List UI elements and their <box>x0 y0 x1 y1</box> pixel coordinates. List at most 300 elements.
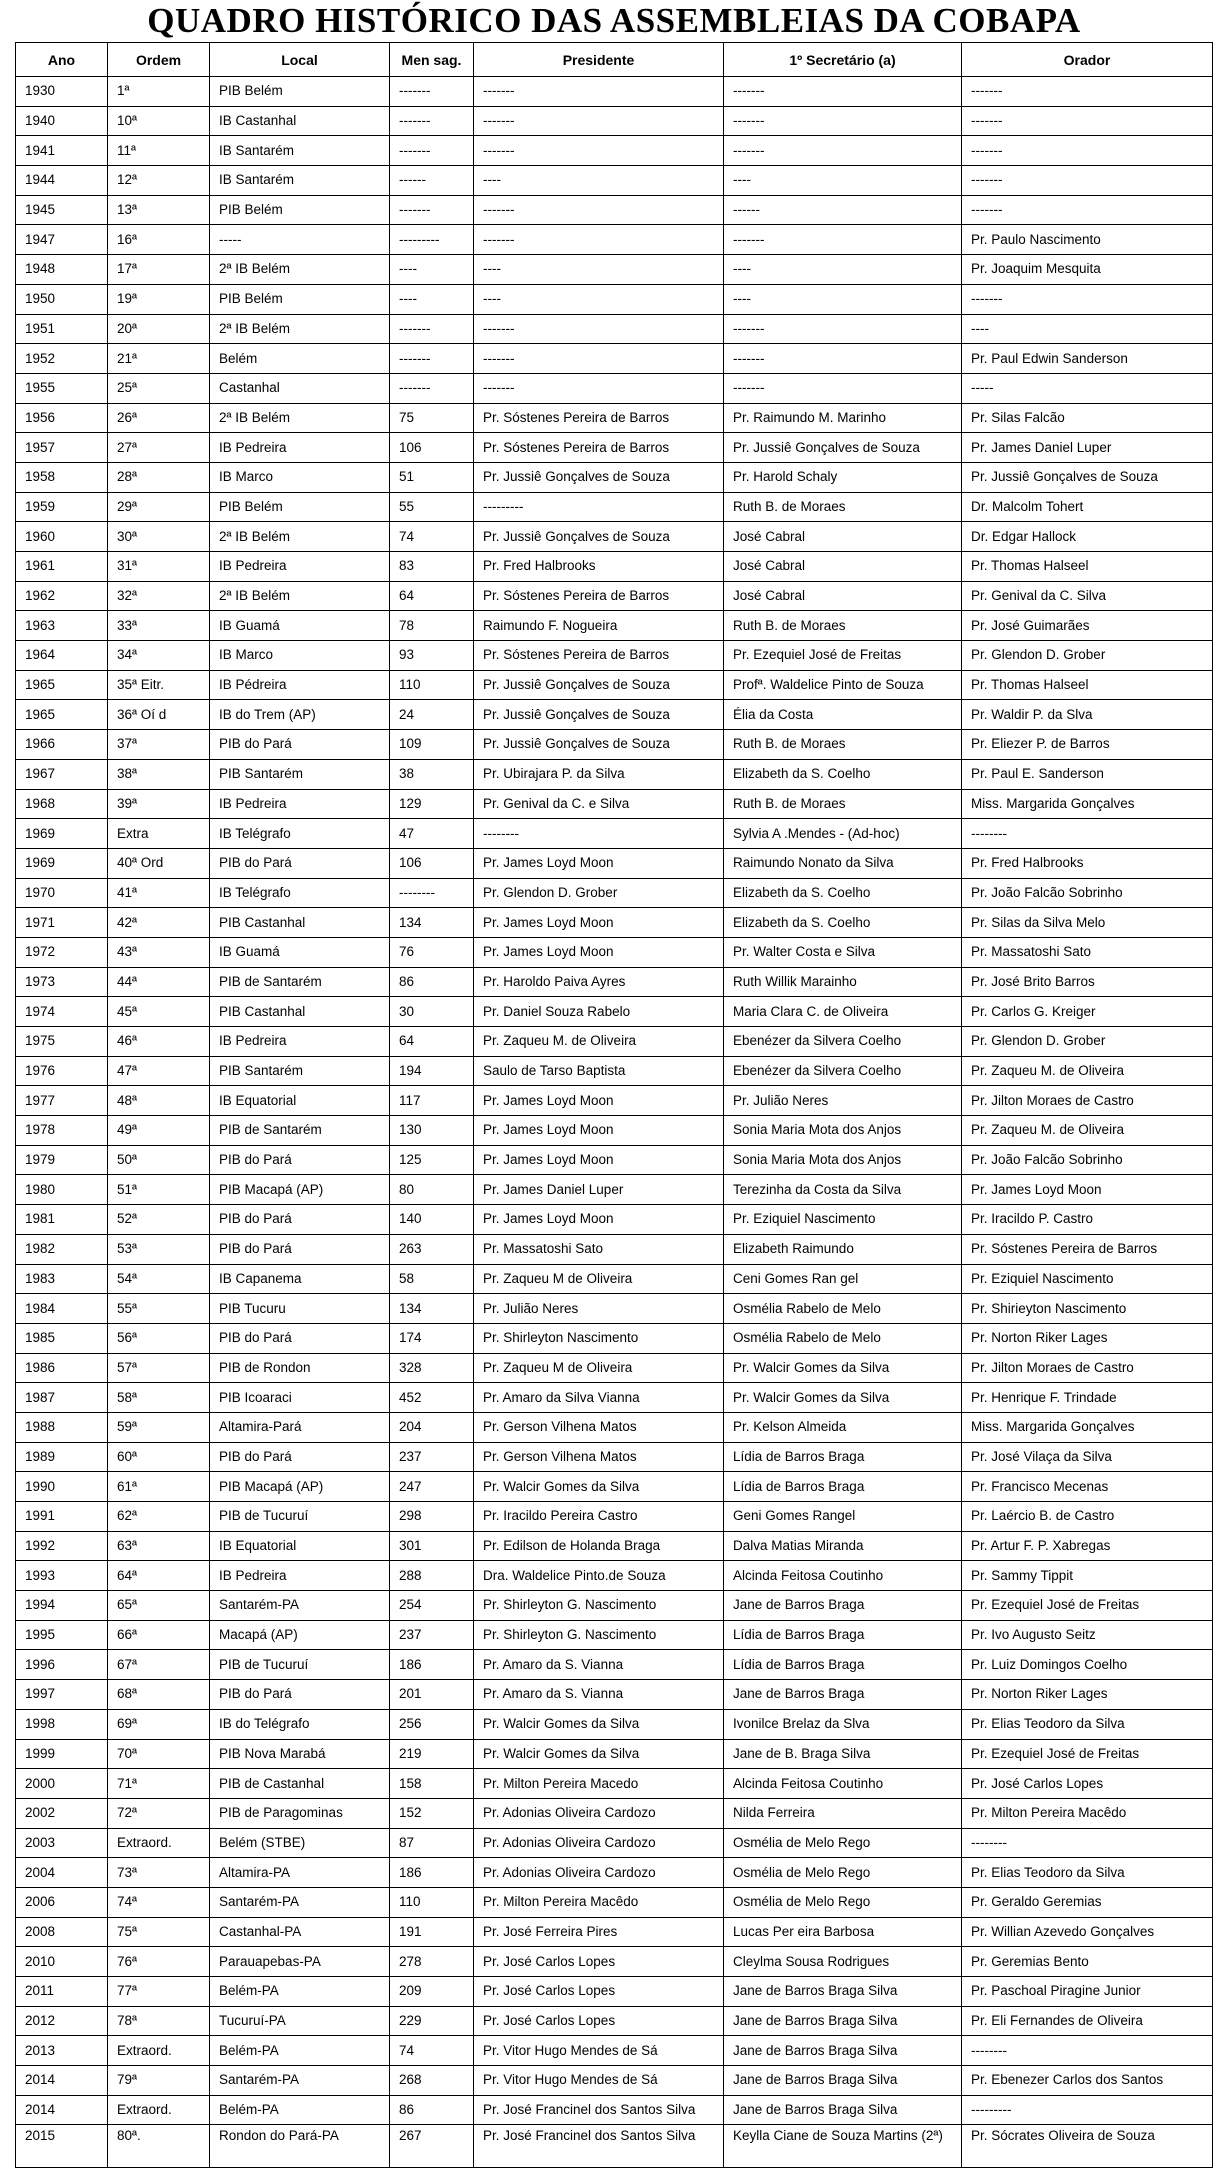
cell-mensageiros: --------- <box>390 225 474 255</box>
cell-ordem: 39ª <box>108 789 210 819</box>
cell-secretario: ------- <box>724 373 962 403</box>
cell-presidente: Pr. Shirleyton G. Nascimento <box>474 1591 724 1621</box>
cell-orador: Pr. Massatoshi Sato <box>962 937 1213 967</box>
cell-mensageiros: ------- <box>390 136 474 166</box>
cell-ano: 1950 <box>16 284 108 314</box>
cell-ordem: 72ª <box>108 1798 210 1828</box>
cell-mensageiros: 74 <box>390 2036 474 2066</box>
table-row <box>16 433 1213 463</box>
cell-ano: 1966 <box>16 730 108 760</box>
cell-ano: 1956 <box>16 403 108 433</box>
cell-local: PIB Belém <box>210 492 390 522</box>
cell-secretario: Alcinda Feitosa Coutinho <box>724 1769 962 1799</box>
cell-ordem: 1ª <box>108 77 210 107</box>
cell-orador: ------- <box>962 284 1213 314</box>
cell-orador: Pr. Genival da C. Silva <box>962 581 1213 611</box>
cell-orador: Pr. Ebenezer Carlos dos Santos <box>962 2066 1213 2096</box>
cell-mensageiros: 109 <box>390 730 474 760</box>
cell-secretario: Pr. Harold Schaly <box>724 462 962 492</box>
cell-presidente: Pr. Zaqueu M de Oliveira <box>474 1353 724 1383</box>
column-header-mensageiros: Men sag. <box>390 43 474 77</box>
table-row <box>16 848 1213 878</box>
cell-local: IB Pedreira <box>210 789 390 819</box>
cell-ordem: 40ª Ord <box>108 848 210 878</box>
cell-local: 2ª IB Belém <box>210 255 390 285</box>
cell-presidente: ------- <box>474 195 724 225</box>
cell-presidente: Pr. Zaqueu M. de Oliveira <box>474 1027 724 1057</box>
cell-presidente: Pr. Edilson de Holanda Braga <box>474 1531 724 1561</box>
cell-orador: Pr. Shirieyton Nascimento <box>962 1294 1213 1324</box>
cell-mensageiros: 298 <box>390 1502 474 1532</box>
cell-secretario: Lídia de Barros Braga <box>724 1442 962 1472</box>
table-row <box>16 1917 1213 1947</box>
cell-orador: Pr. Francisco Mecenas <box>962 1472 1213 1502</box>
cell-ordem: 13ª <box>108 195 210 225</box>
cell-local: PIB Castanhal <box>210 908 390 938</box>
cell-orador: Pr. Ivo Augusto Seitz <box>962 1620 1213 1650</box>
cell-orador: Pr. José Carlos Lopes <box>962 1769 1213 1799</box>
table-body <box>16 77 1213 2168</box>
cell-presidente: ---- <box>474 284 724 314</box>
table-row <box>16 1561 1213 1591</box>
cell-ano: 2011 <box>16 1977 108 2007</box>
table-row <box>16 1680 1213 1710</box>
cell-mensageiros: 129 <box>390 789 474 819</box>
cell-secretario: ------- <box>724 344 962 374</box>
cell-orador: Pr. Norton Riker Lages <box>962 1323 1213 1353</box>
cell-mensageiros: ------ <box>390 166 474 196</box>
cell-presidente: Pr. Fred Halbrooks <box>474 552 724 582</box>
cell-presidente: ---- <box>474 255 724 285</box>
cell-orador: Pr. Milton Pereira Macêdo <box>962 1798 1213 1828</box>
cell-presidente: Pr. Walcir Gomes da Silva <box>474 1709 724 1739</box>
cell-mensageiros: 64 <box>390 1027 474 1057</box>
table-row <box>16 373 1213 403</box>
cell-local: Altamira-Pará <box>210 1412 390 1442</box>
cell-secretario: ---- <box>724 284 962 314</box>
cell-ano: 2015 <box>16 2125 108 2168</box>
cell-local: PIB de Tucuruí <box>210 1502 390 1532</box>
cell-ano: 1974 <box>16 997 108 1027</box>
cell-mensageiros: 204 <box>390 1412 474 1442</box>
cell-secretario: Lídia de Barros Braga <box>724 1472 962 1502</box>
table-row <box>16 552 1213 582</box>
cell-ano: 1958 <box>16 462 108 492</box>
cell-orador: Pr. Jilton Moraes de Castro <box>962 1086 1213 1116</box>
cell-secretario: Lídia de Barros Braga <box>724 1620 962 1650</box>
cell-local: Belém <box>210 344 390 374</box>
cell-presidente: Pr. James Loyd Moon <box>474 848 724 878</box>
cell-ordem: 33ª <box>108 611 210 641</box>
cell-local: Belém-PA <box>210 1977 390 2007</box>
cell-ordem: 28ª <box>108 462 210 492</box>
cell-orador: Pr. Thomas Halseel <box>962 552 1213 582</box>
cell-secretario: Pr. Kelson Almeida <box>724 1412 962 1442</box>
cell-presidente: Pr. Jussiê Gonçalves de Souza <box>474 522 724 552</box>
cell-secretario: Osmélia Rabelo de Melo <box>724 1294 962 1324</box>
cell-presidente: Pr. Adonias Oliveira Cardozo <box>474 1858 724 1888</box>
cell-mensageiros: 80 <box>390 1175 474 1205</box>
cell-mensageiros: 237 <box>390 1620 474 1650</box>
cell-presidente: Raimundo F. Nogueira <box>474 611 724 641</box>
cell-secretario: Ruth Willik Marainho <box>724 967 962 997</box>
cell-mensageiros: 130 <box>390 1116 474 1146</box>
cell-orador: Pr. José Guimarães <box>962 611 1213 641</box>
cell-presidente: ------- <box>474 77 724 107</box>
cell-secretario: Raimundo Nonato da Silva <box>724 848 962 878</box>
cell-orador: Pr. Fred Halbrooks <box>962 848 1213 878</box>
cell-local: PIB Macapá (AP) <box>210 1175 390 1205</box>
cell-secretario: Elizabeth da S. Coelho <box>724 878 962 908</box>
table-row <box>16 1412 1213 1442</box>
cell-orador: Pr. Paul Edwin Sanderson <box>962 344 1213 374</box>
table-row <box>16 1027 1213 1057</box>
cell-presidente: Pr. Haroldo Paiva Ayres <box>474 967 724 997</box>
cell-orador: -------- <box>962 2036 1213 2066</box>
cell-mensageiros: 278 <box>390 1947 474 1977</box>
cell-local: PIB Santarém <box>210 1056 390 1086</box>
cell-secretario: ------ <box>724 195 962 225</box>
cell-local: PIB de Santarém <box>210 1116 390 1146</box>
table-row <box>16 670 1213 700</box>
cell-secretario: Osmélia de Melo Rego <box>724 1858 962 1888</box>
cell-secretario: Jane de Barros Braga Silva <box>724 2036 962 2066</box>
cell-presidente: Pr. José Ferreira Pires <box>474 1917 724 1947</box>
cell-orador: Pr. Carlos G. Kreiger <box>962 997 1213 1027</box>
table-row <box>16 255 1213 285</box>
cell-ordem: 50ª <box>108 1145 210 1175</box>
cell-secretario: ------- <box>724 136 962 166</box>
cell-secretario: Elizabeth da S. Coelho <box>724 908 962 938</box>
cell-orador: Pr. Jilton Moraes de Castro <box>962 1353 1213 1383</box>
cell-local: Altamira-PA <box>210 1858 390 1888</box>
cell-ano: 1999 <box>16 1739 108 1769</box>
cell-presidente: Pr. Iracildo Pereira Castro <box>474 1502 724 1532</box>
cell-local: IB Telégrafo <box>210 878 390 908</box>
cell-orador: Pr. Eli Fernandes de Oliveira <box>962 2006 1213 2036</box>
cell-ordem: 71ª <box>108 1769 210 1799</box>
cell-ordem: 58ª <box>108 1383 210 1413</box>
cell-secretario: Geni Gomes Rangel <box>724 1502 962 1532</box>
cell-orador: Pr. Silas da Silva Melo <box>962 908 1213 938</box>
cell-mensageiros: 268 <box>390 2066 474 2096</box>
table-row <box>16 581 1213 611</box>
cell-orador: ------- <box>962 77 1213 107</box>
cell-secretario: Nilda Ferreira <box>724 1798 962 1828</box>
cell-ordem: 52ª <box>108 1205 210 1235</box>
cell-mensageiros: 267 <box>390 2125 474 2168</box>
cell-mensageiros: 106 <box>390 433 474 463</box>
cell-ordem: 25ª <box>108 373 210 403</box>
assemblies-table <box>15 42 1213 2168</box>
cell-ordem: 48ª <box>108 1086 210 1116</box>
cell-ano: 2014 <box>16 2095 108 2125</box>
cell-mensageiros: ------- <box>390 344 474 374</box>
cell-mensageiros: 78 <box>390 611 474 641</box>
cell-mensageiros: 86 <box>390 967 474 997</box>
cell-mensageiros: 117 <box>390 1086 474 1116</box>
cell-mensageiros: ------- <box>390 106 474 136</box>
table-row <box>16 997 1213 1027</box>
cell-local: Tucuruí-PA <box>210 2006 390 2036</box>
cell-ano: 1983 <box>16 1264 108 1294</box>
cell-ordem: Extraord. <box>108 2036 210 2066</box>
cell-ano: 2003 <box>16 1828 108 1858</box>
cell-orador: Pr. Geraldo Geremias <box>962 1887 1213 1917</box>
table-row <box>16 1739 1213 1769</box>
cell-presidente: Pr. Ubirajara P. da Silva <box>474 759 724 789</box>
cell-ordem: 79ª <box>108 2066 210 2096</box>
cell-orador: ---- <box>962 314 1213 344</box>
cell-ordem: Extra <box>108 819 210 849</box>
cell-orador: Miss. Margarida Gonçalves <box>962 789 1213 819</box>
cell-ordem: 35ª Eitr. <box>108 670 210 700</box>
cell-ano: 1987 <box>16 1383 108 1413</box>
cell-presidente: Pr. Massatoshi Sato <box>474 1234 724 1264</box>
cell-local: Santarém-PA <box>210 1887 390 1917</box>
cell-ano: 1985 <box>16 1323 108 1353</box>
cell-mensageiros: 263 <box>390 1234 474 1264</box>
table-row <box>16 1353 1213 1383</box>
cell-ano: 1930 <box>16 77 108 107</box>
cell-local: PIB do Pará <box>210 1442 390 1472</box>
cell-orador: Pr. Glendon D. Grober <box>962 641 1213 671</box>
cell-secretario: Lucas Per eira Barbosa <box>724 1917 962 1947</box>
cell-ordem: 74ª <box>108 1887 210 1917</box>
table-row <box>16 2066 1213 2096</box>
cell-presidente: Pr. Shirleyton Nascimento <box>474 1323 724 1353</box>
cell-presidente: Pr. José Carlos Lopes <box>474 1947 724 1977</box>
cell-ano: 1968 <box>16 789 108 819</box>
cell-ano: 1978 <box>16 1116 108 1146</box>
cell-ano: 1955 <box>16 373 108 403</box>
cell-orador: -------- <box>962 1828 1213 1858</box>
cell-ordem: 73ª <box>108 1858 210 1888</box>
cell-orador: Pr. Sócrates Oliveira de Souza <box>962 2125 1213 2168</box>
cell-ano: 2000 <box>16 1769 108 1799</box>
cell-secretario: Ruth B. de Moraes <box>724 730 962 760</box>
cell-local: PIB Castanhal <box>210 997 390 1027</box>
cell-orador: ------- <box>962 166 1213 196</box>
cell-mensageiros: 194 <box>390 1056 474 1086</box>
table-row <box>16 344 1213 374</box>
cell-mensageiros: 110 <box>390 670 474 700</box>
cell-orador: Pr. Laércio B. de Castro <box>962 1502 1213 1532</box>
cell-secretario: Sylvia A .Mendes - (Ad-hoc) <box>724 819 962 849</box>
cell-orador: ------- <box>962 195 1213 225</box>
table-row <box>16 2125 1213 2168</box>
cell-presidente: Pr. James Loyd Moon <box>474 1205 724 1235</box>
cell-local: PIB do Pará <box>210 730 390 760</box>
cell-presidente: Pr. Amaro da S. Vianna <box>474 1680 724 1710</box>
cell-ano: 1960 <box>16 522 108 552</box>
cell-ano: 1979 <box>16 1145 108 1175</box>
cell-ordem: Extraord. <box>108 1828 210 1858</box>
table-row <box>16 77 1213 107</box>
cell-orador: Pr. Sammy Tippit <box>962 1561 1213 1591</box>
cell-mensageiros: 254 <box>390 1591 474 1621</box>
cell-mensageiros: 209 <box>390 1977 474 2007</box>
cell-ordem: 77ª <box>108 1977 210 2007</box>
cell-presidente: Pr. Jussiê Gonçalves de Souza <box>474 462 724 492</box>
cell-secretario: Jane de Barros Braga Silva <box>724 2006 962 2036</box>
cell-secretario: Profª. Waldelice Pinto de Souza <box>724 670 962 700</box>
cell-ordem: 29ª <box>108 492 210 522</box>
cell-ano: 1948 <box>16 255 108 285</box>
cell-orador: Pr. Waldir P. da Slva <box>962 700 1213 730</box>
cell-presidente: Pr. Genival da C. e Silva <box>474 789 724 819</box>
cell-presidente: Pr. Vitor Hugo Mendes de Sá <box>474 2036 724 2066</box>
cell-presidente: Pr. Zaqueu M de Oliveira <box>474 1264 724 1294</box>
cell-ano: 1969 <box>16 848 108 878</box>
cell-ordem: 19ª <box>108 284 210 314</box>
cell-ano: 2012 <box>16 2006 108 2036</box>
cell-presidente: Pr. Gerson Vilhena Matos <box>474 1442 724 1472</box>
cell-presidente: Pr. José Francinel dos Santos Silva <box>474 2125 724 2168</box>
cell-mensageiros: 38 <box>390 759 474 789</box>
table-row <box>16 1858 1213 1888</box>
cell-ordem: 41ª <box>108 878 210 908</box>
cell-presidente: Pr. Adonias Oliveira Cardozo <box>474 1828 724 1858</box>
cell-secretario: Cleylma Sousa Rodrigues <box>724 1947 962 1977</box>
cell-ordem: 32ª <box>108 581 210 611</box>
cell-secretario: Elizabeth da S. Coelho <box>724 759 962 789</box>
cell-ordem: 63ª <box>108 1531 210 1561</box>
cell-ano: 1982 <box>16 1234 108 1264</box>
cell-mensageiros: 51 <box>390 462 474 492</box>
cell-presidente: Pr. James Loyd Moon <box>474 1116 724 1146</box>
column-header-local: Local <box>210 43 390 77</box>
cell-secretario: Jane de Barros Braga <box>724 1680 962 1710</box>
cell-ano: 1945 <box>16 195 108 225</box>
table-row <box>16 759 1213 789</box>
cell-presidente: Pr. Amaro da Silva Vianna <box>474 1383 724 1413</box>
cell-mensageiros: 106 <box>390 848 474 878</box>
cell-local: PIB Tucuru <box>210 1294 390 1324</box>
cell-secretario: Ruth B. de Moraes <box>724 611 962 641</box>
cell-secretario: ---- <box>724 255 962 285</box>
table-row <box>16 136 1213 166</box>
cell-ano: 1947 <box>16 225 108 255</box>
cell-presidente: Pr. James Loyd Moon <box>474 908 724 938</box>
cell-ano: 1990 <box>16 1472 108 1502</box>
cell-mensageiros: ---- <box>390 255 474 285</box>
cell-secretario: José Cabral <box>724 522 962 552</box>
cell-ano: 1991 <box>16 1502 108 1532</box>
cell-mensageiros: 134 <box>390 908 474 938</box>
cell-local: IB do Trem (AP) <box>210 700 390 730</box>
cell-ordem: 57ª <box>108 1353 210 1383</box>
cell-ano: 1973 <box>16 967 108 997</box>
cell-presidente: ------- <box>474 106 724 136</box>
table-row <box>16 1294 1213 1324</box>
cell-secretario: Terezinha da Costa da Silva <box>724 1175 962 1205</box>
cell-secretario: Pr. Walter Costa e Silva <box>724 937 962 967</box>
cell-secretario: Ruth B. de Moraes <box>724 789 962 819</box>
cell-ano: 1957 <box>16 433 108 463</box>
cell-orador: Dr. Edgar Hallock <box>962 522 1213 552</box>
table-row <box>16 492 1213 522</box>
cell-ordem: 10ª <box>108 106 210 136</box>
cell-ordem: 76ª <box>108 1947 210 1977</box>
cell-ano: 2010 <box>16 1947 108 1977</box>
cell-ano: 1965 <box>16 700 108 730</box>
cell-presidente: Pr. José Carlos Lopes <box>474 2006 724 2036</box>
cell-ano: 1975 <box>16 1027 108 1057</box>
cell-ordem: 64ª <box>108 1561 210 1591</box>
cell-local: IB Telégrafo <box>210 819 390 849</box>
cell-ordem: 44ª <box>108 967 210 997</box>
cell-ano: 1959 <box>16 492 108 522</box>
cell-ordem: 36ª Oí d <box>108 700 210 730</box>
table-row <box>16 462 1213 492</box>
cell-mensageiros: 76 <box>390 937 474 967</box>
cell-mensageiros: 110 <box>390 1887 474 1917</box>
cell-secretario: Jane de Barros Braga <box>724 1591 962 1621</box>
cell-ano: 1964 <box>16 641 108 671</box>
cell-mensageiros: 30 <box>390 997 474 1027</box>
cell-ordem: 31ª <box>108 552 210 582</box>
table-row <box>16 789 1213 819</box>
cell-local: IB Capanema <box>210 1264 390 1294</box>
table-row <box>16 1383 1213 1413</box>
cell-local: IB Pedreira <box>210 1027 390 1057</box>
cell-ano: 1967 <box>16 759 108 789</box>
cell-orador: Pr. Jussiê Gonçalves de Souza <box>962 462 1213 492</box>
cell-ordem: 21ª <box>108 344 210 374</box>
cell-ordem: 12ª <box>108 166 210 196</box>
cell-orador: Pr. James Loyd Moon <box>962 1175 1213 1205</box>
cell-ordem: 16ª <box>108 225 210 255</box>
cell-secretario: Pr. Walcir Gomes da Silva <box>724 1383 962 1413</box>
cell-mensageiros: 247 <box>390 1472 474 1502</box>
table-row <box>16 166 1213 196</box>
cell-local: PIB do Pará <box>210 1680 390 1710</box>
cell-ordem: 49ª <box>108 1116 210 1146</box>
cell-mensageiros: 55 <box>390 492 474 522</box>
cell-ano: 1986 <box>16 1353 108 1383</box>
cell-mensageiros: 201 <box>390 1680 474 1710</box>
cell-orador: Pr. Paschoal Piragine Junior <box>962 1977 1213 2007</box>
cell-presidente: Pr. José Carlos Lopes <box>474 1977 724 2007</box>
cell-mensageiros: 301 <box>390 1531 474 1561</box>
cell-mensageiros: 134 <box>390 1294 474 1324</box>
table-row <box>16 819 1213 849</box>
cell-secretario: Lídia de Barros Braga <box>724 1650 962 1680</box>
cell-mensageiros: ------- <box>390 77 474 107</box>
table-row <box>16 1828 1213 1858</box>
cell-mensageiros: 83 <box>390 552 474 582</box>
cell-local: PIB do Pará <box>210 848 390 878</box>
cell-ano: 1992 <box>16 1531 108 1561</box>
cell-mensageiros: 229 <box>390 2006 474 2036</box>
cell-mensageiros: 86 <box>390 2095 474 2125</box>
cell-local: PIB do Pará <box>210 1205 390 1235</box>
table-row <box>16 1798 1213 1828</box>
cell-local: ----- <box>210 225 390 255</box>
cell-local: PIB Macapá (AP) <box>210 1472 390 1502</box>
cell-secretario: José Cabral <box>724 552 962 582</box>
cell-presidente: -------- <box>474 819 724 849</box>
cell-local: PIB Belém <box>210 77 390 107</box>
cell-secretario: Dalva Matias Miranda <box>724 1531 962 1561</box>
cell-presidente: --------- <box>474 492 724 522</box>
cell-ano: 1969 <box>16 819 108 849</box>
cell-local: IB Marco <box>210 641 390 671</box>
cell-orador: Pr. Silas Falcão <box>962 403 1213 433</box>
cell-ano: 2014 <box>16 2066 108 2096</box>
cell-presidente: Pr. Sóstenes Pereira de Barros <box>474 403 724 433</box>
